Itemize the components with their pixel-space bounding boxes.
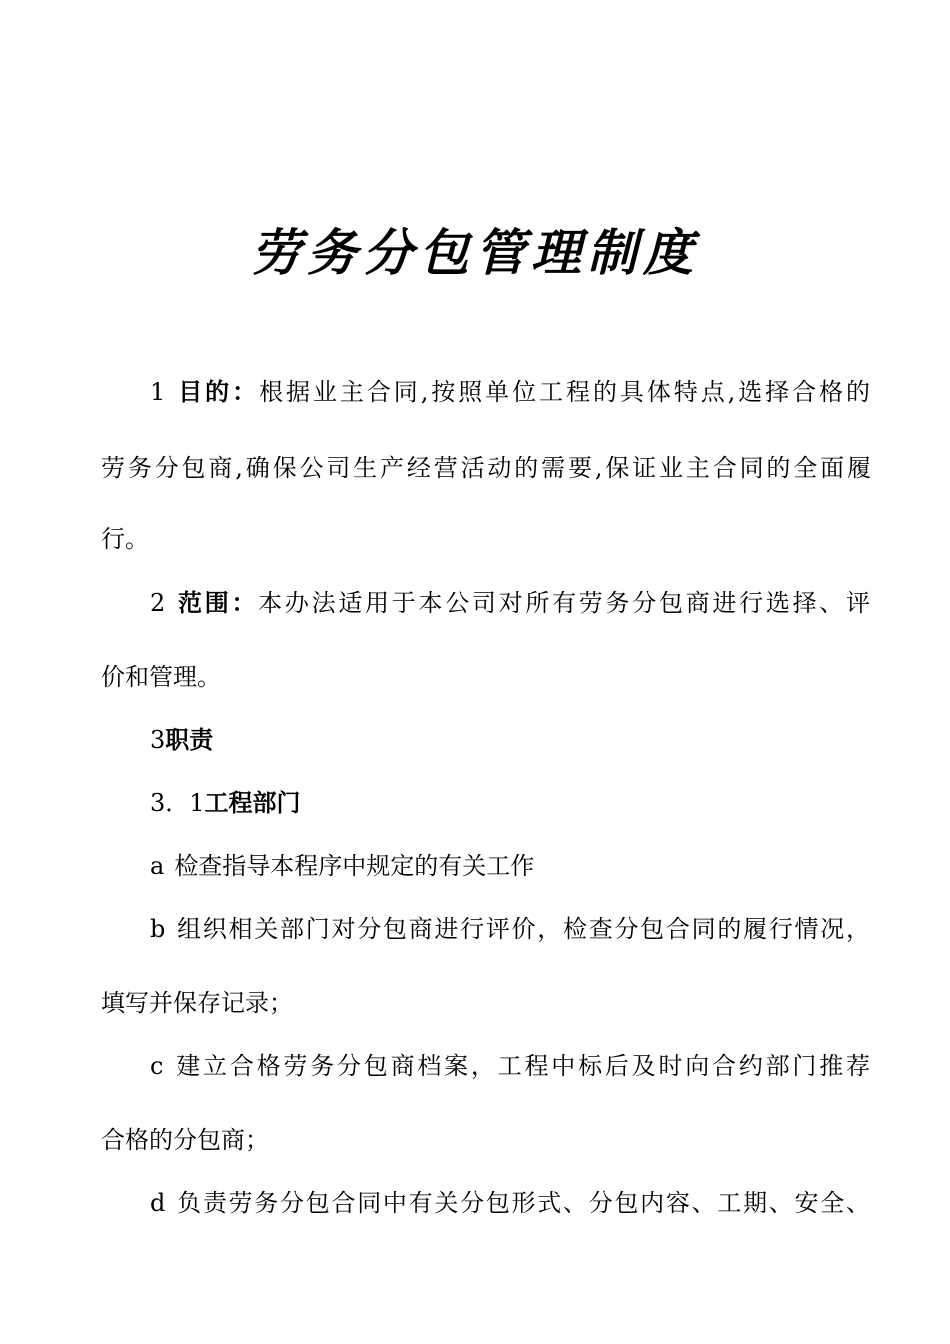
list-item-b-continuation: 填写并保存记录；: [101, 989, 293, 1017]
document-title: 劳务分包管理制度: [251, 223, 699, 282]
list-item-b: [150, 911, 870, 947]
duties-heading: [150, 722, 870, 758]
section-heading: 职责: [165, 725, 214, 754]
purpose-paragraph-line-1: [150, 374, 870, 410]
section-heading: 目的：: [175, 377, 260, 406]
section-number: 2: [150, 589, 166, 617]
paragraph-text: 本办法适用于本公司对所有劳务分包商进行选择、评: [258, 589, 871, 617]
list-item-letter: c: [150, 1052, 164, 1080]
list-item-text: 负责劳务分包合同中有关分包形式、分包内容、工期、安全、: [175, 1189, 870, 1217]
list-item-letter: d: [150, 1189, 166, 1217]
purpose-paragraph-line-2: 劳务分包商,确保公司生产经营活动的需要,保证业主合同的全面履: [101, 454, 871, 482]
list-item-c-continuation: 合格的分包商；: [101, 1126, 269, 1154]
section-number: 1: [150, 378, 166, 406]
section-heading: 工程部门: [204, 788, 301, 817]
list-item-d: [150, 1185, 870, 1221]
engineering-heading: [150, 785, 870, 821]
list-item-letter: b: [150, 915, 166, 943]
purpose-paragraph-line-3: 行。: [101, 525, 149, 553]
scope-paragraph-line-2: 价和管理。: [101, 663, 221, 691]
section-heading: 范围：: [175, 588, 259, 617]
section-number: 3: [150, 726, 166, 754]
scope-paragraph-line-1: [150, 585, 870, 621]
list-item-a: [150, 848, 870, 884]
list-item-text: 组织相关部门对分包商进行评价，检查分包合同的履行情况，: [175, 915, 870, 943]
paragraph-text: 根据业主合同,按照单位工程的具体特点,选择合格的: [259, 378, 871, 406]
section-number: 3．1: [150, 789, 205, 817]
list-item-text: 建立合格劳务分包商档案，工程中标后及时向合约部门推荐: [173, 1052, 870, 1080]
list-item-letter: a: [150, 852, 165, 880]
list-item-c: [150, 1048, 870, 1084]
list-item-text: 检查指导本程序中规定的有关工作: [174, 852, 535, 880]
